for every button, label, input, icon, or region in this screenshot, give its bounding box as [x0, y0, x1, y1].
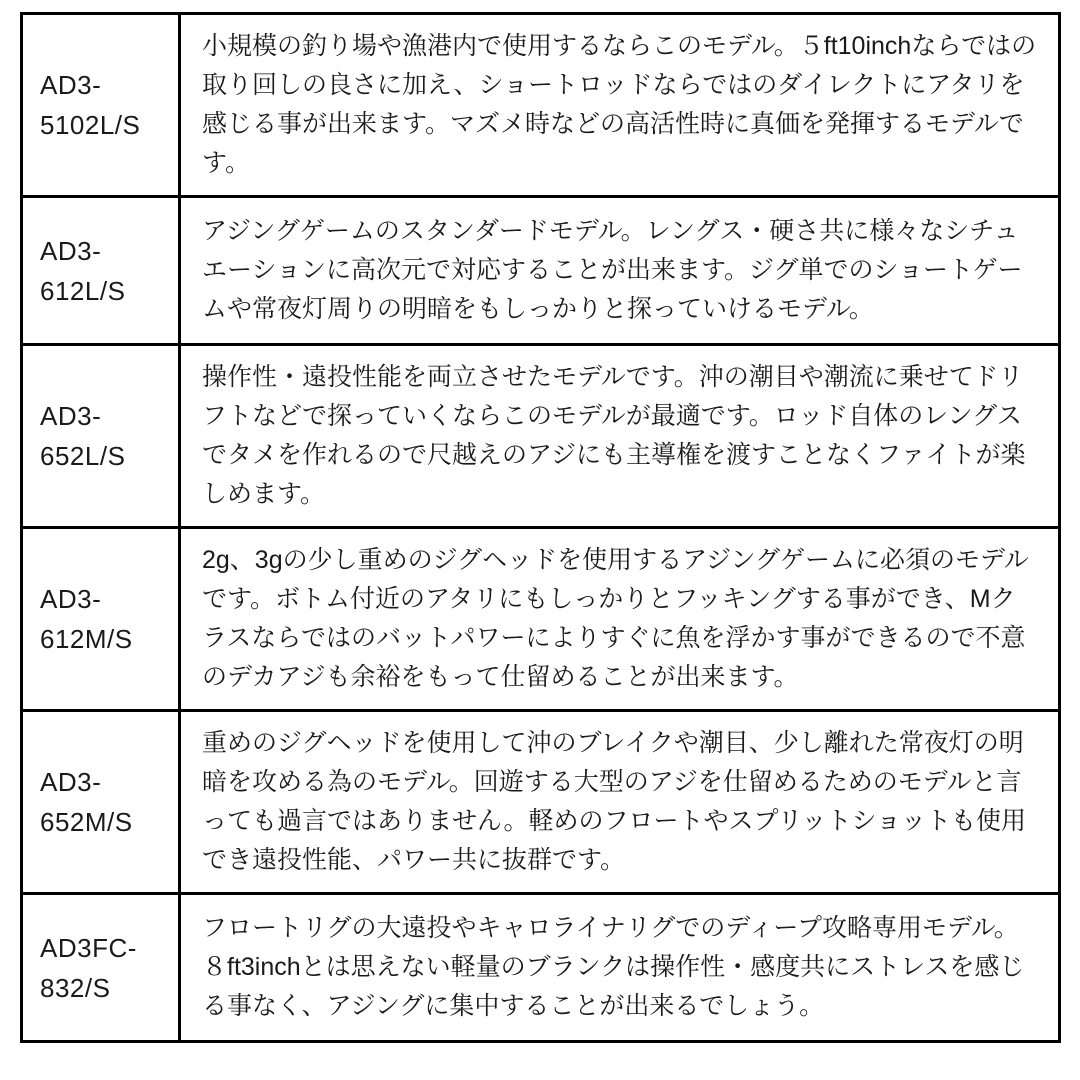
- model-name-cell: AD3-652L/S: [22, 345, 180, 528]
- model-description-cell: 2g、3gの少し重めのジグヘッドを使用するアジングゲームに必須のモデルです。ボトム付近のアタリにもしっかりとフッキングする事ができ、Mクラスならではのバットパワーによりすぐに魚を浮かす事ができるので不意のデカアジも余裕をもって仕留めることが出来ます。: [180, 528, 1060, 711]
- model-name-cell: AD3-612M/S: [22, 528, 180, 711]
- table-row: [22, 894, 1060, 1042]
- model-name-cell: AD3-612L/S: [22, 197, 180, 345]
- table-row: [22, 528, 1060, 711]
- model-description-cell: 操作性・遠投性能を両立させたモデルです。沖の潮目や潮流に乗せてドリフトなどで探っていくならこのモデルが最適です。ロッド自体のレングスでタメを作れるので尺越えのアジにも主導権を渡すことなくファイトが楽しめます。: [180, 345, 1060, 528]
- model-description-cell: 重めのジグヘッドを使用して沖のブレイクや潮目、少し離れた常夜灯の明暗を攻める為のモデル。回遊する大型のアジを仕留めるためのモデルと言っても過言ではありません。軽めのフロートやスプリットショットも使用でき遠投性能、パワー共に抜群です。: [180, 711, 1060, 894]
- model-description-cell: フロートリグの大遠投やキャロライナリグでのディープ攻略専用モデル。８ft3inchとは思えない軽量のブランクは操作性・感度共にストレスを感じる事なく、アジングに集中することが出来るでしょう。: [180, 894, 1060, 1042]
- model-name-cell: AD3FC-832/S: [22, 894, 180, 1042]
- rod-model-spec-table: [20, 12, 1061, 1043]
- model-name-cell: AD3-652M/S: [22, 711, 180, 894]
- model-name-cell: AD3-5102L/S: [22, 14, 180, 197]
- model-description-cell: 小規模の釣り場や漁港内で使用するならこのモデル。５ft10inchならではの取り回しの良さに加え、ショートロッドならではのダイレクトにアタリを感じる事が出来ます。マズメ時などの高活性時に真価を発揮するモデルです。: [180, 14, 1060, 197]
- table-row: [22, 14, 1060, 197]
- table-row: [22, 345, 1060, 528]
- table-row: [22, 197, 1060, 345]
- model-description-cell: アジングゲームのスタンダードモデル。レングス・硬さ共に様々なシチュエーションに高次元で対応することが出来ます。ジグ単でのショートゲームや常夜灯周りの明暗をもしっかりと探っていけるモデル。: [180, 197, 1060, 345]
- table-row: [22, 711, 1060, 894]
